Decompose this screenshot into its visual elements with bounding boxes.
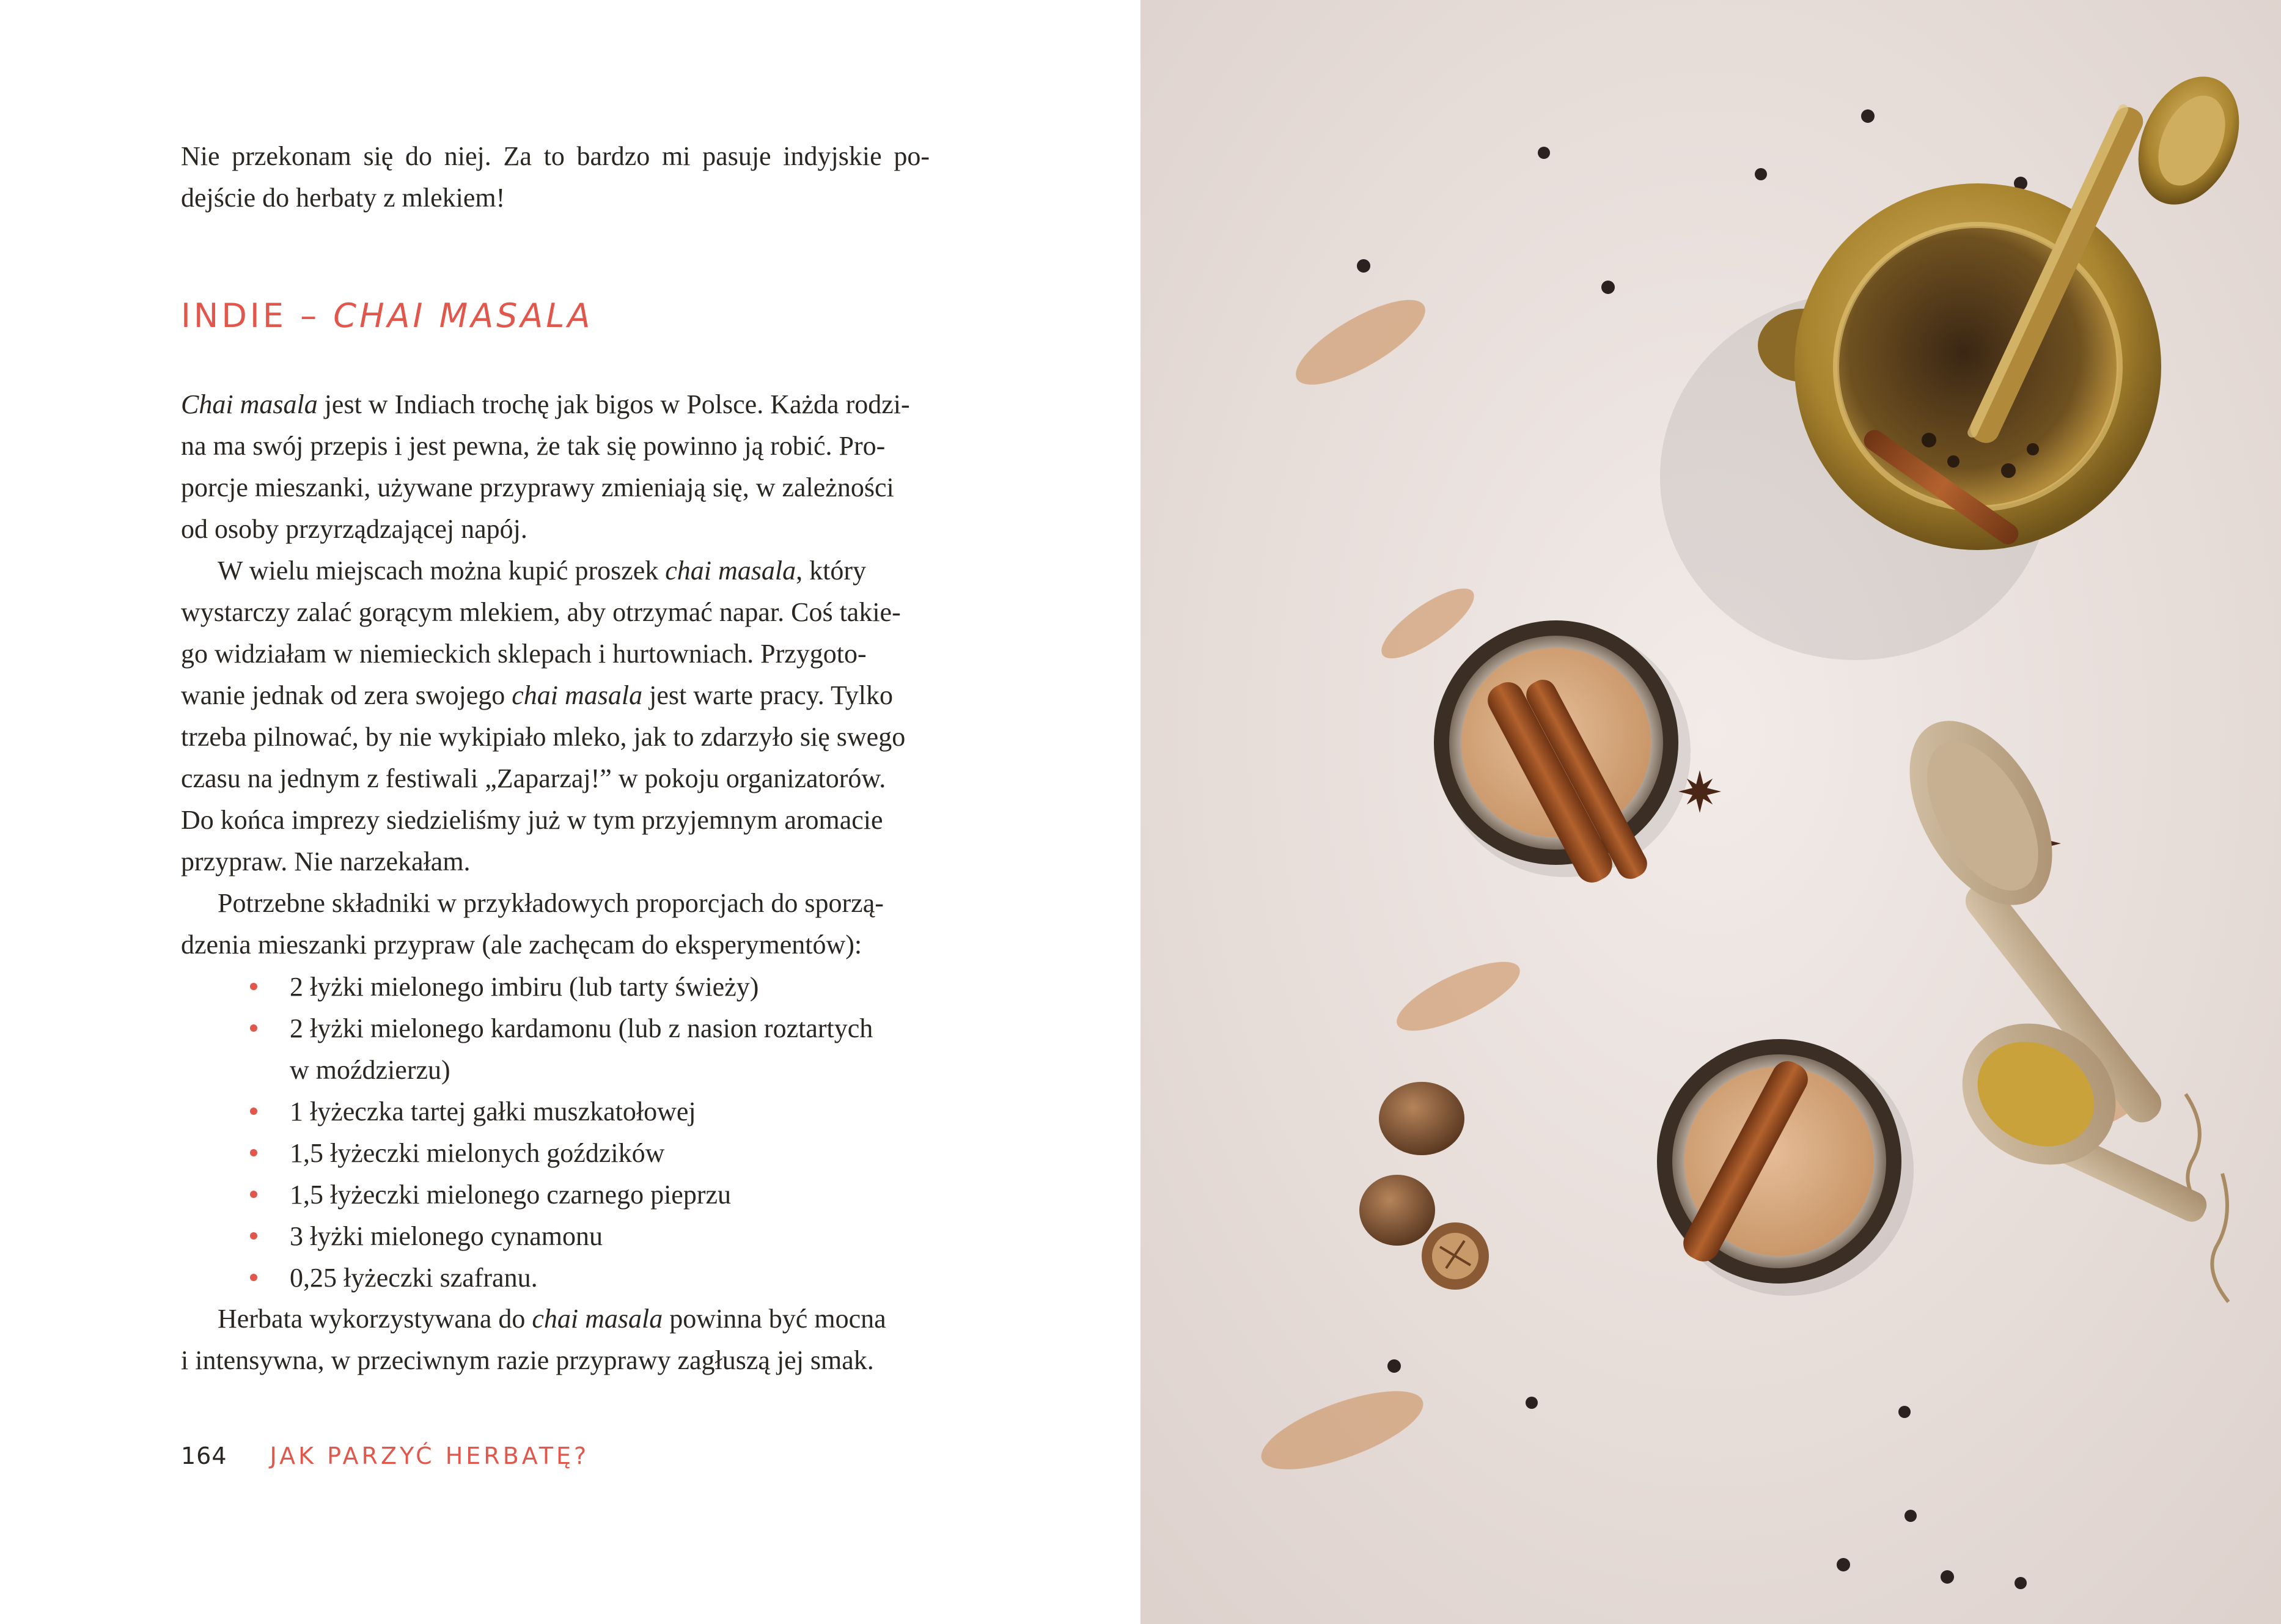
list-item: 1,5 łyżeczki mielonych goździków <box>181 1133 930 1174</box>
text-line: od osoby przyrządzającej napój. <box>181 514 527 544</box>
text-line: Herbata wykorzystywana do chai masala powinna być mocna <box>218 1304 886 1334</box>
list-item: 2 łyżki mielonego imbiru (lub tarty świeży) <box>181 966 930 1008</box>
intro-paragraph <box>181 136 930 219</box>
list-item-continuation: w moździerzu) <box>290 1055 450 1085</box>
heading-prefix: INDIE – <box>181 296 334 335</box>
paragraph-3 <box>181 883 930 966</box>
text-line: dzenia mieszanki przypraw (ale zachęcam do eksperymentów): <box>181 930 862 960</box>
bullet-icon <box>250 1191 257 1198</box>
page-number: 164 <box>181 1442 227 1469</box>
paragraph-4 <box>181 1298 930 1381</box>
list-item: 0,25 łyżeczki szafranu. <box>181 1257 930 1299</box>
bullet-icon <box>250 1149 257 1156</box>
left-page <box>0 0 1140 1624</box>
italic-term: chai masala <box>532 1304 663 1334</box>
text-line: Nie przekonam się do niej. Za to bardzo mi pasuje indyjskie po- <box>181 141 930 171</box>
paragraph-2 <box>181 550 930 883</box>
text-line: wanie jednak od zera swojego chai masala jest warte pracy. Tylko <box>181 680 894 710</box>
list-item: 1 łyżeczka tartej gałki muszkatołowej <box>181 1091 930 1133</box>
italic-term: Chai masala <box>181 389 318 419</box>
bullet-icon <box>250 1232 257 1240</box>
paragraph-1 <box>181 384 930 550</box>
text-line: na ma swój przepis i jest pewna, że tak się powinno ją robić. Pro- <box>181 431 886 461</box>
italic-term: chai masala <box>512 680 643 710</box>
list-item: 1,5 łyżeczki mielonego czarnego pieprzu <box>181 1174 930 1216</box>
chai-masala-spices-photo <box>1140 0 2281 1624</box>
text-line: Do końca imprezy siedzieliśmy już w tym przyjemnym aromacie <box>181 805 883 835</box>
page-footer <box>181 1442 589 1469</box>
text-line: i intensywna, w przeciwnym razie przyprawy zagłuszą jej smak. <box>181 1345 874 1375</box>
text-line: Chai masala jest w Indiach trochę jak bigos w Polsce. Każda rodzi- <box>181 389 910 419</box>
photo-illustration <box>1140 0 2281 1624</box>
ingredient-list <box>181 966 930 1299</box>
text-line: czasu na jednym z festiwali „Zaparzaj!” w pokoju organizatorów. <box>181 763 886 793</box>
text-line: go widziałam w niemieckich sklepach i hurtowniach. Przygoto- <box>181 639 867 669</box>
bullet-icon <box>250 1108 257 1115</box>
text-line: trzeba pilnować, by nie wykipiało mleko, jak to zdarzyło się swego <box>181 722 906 752</box>
bullet-icon <box>250 1274 257 1281</box>
text-line: porcje mieszanki, używane przyprawy zmieniają się, w zależności <box>181 472 894 502</box>
running-title: JAK PARZYĆ HERBATĘ? <box>270 1442 590 1469</box>
bullet-icon <box>250 1024 257 1032</box>
text-line: W wielu miejscach można kupić proszek chai masala, który <box>218 556 867 586</box>
heading-italic: CHAI MASALA <box>333 296 593 335</box>
bullet-icon <box>250 983 257 990</box>
text-line: Potrzebne składniki w przykładowych proporcjach do sporzą- <box>218 888 884 918</box>
text-line: wystarczy zalać gorącym mlekiem, aby otrzymać napar. Coś takie- <box>181 597 901 627</box>
section-heading <box>181 296 593 335</box>
list-item: 2 łyżki mielonego kardamonu (lub z nasion roztartych <box>181 1008 930 1049</box>
text-line: przypraw. Nie narzekałam. <box>181 847 471 876</box>
text-line: dejście do herbaty z mlekiem! <box>181 183 505 213</box>
list-item: 3 łyżki mielonego cynamonu <box>181 1216 930 1257</box>
italic-term: chai masala <box>665 556 796 586</box>
